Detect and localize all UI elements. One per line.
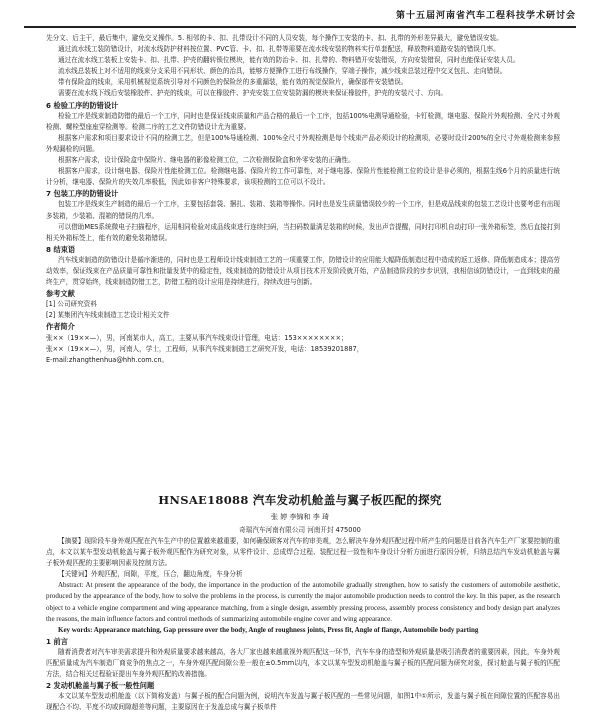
- section-heading: 6 检验工序的防错设计: [46, 100, 119, 110]
- author-info-heading: 作者简介: [46, 322, 75, 332]
- paragraph: 通过流水线工装防错设计，对流水线防护材料按位置、PVC管、卡、扣、扎带等需要在流水线安装的物料实行单套配送，释放物料道路安装的错误几率。: [58, 45, 500, 54]
- paragraph: 需要在流水线下线后安装橡胶件、护壳的线束，可以在橡胶件、护壳安装工位安装防漏的模块来保证橡胶件，护壳的安装尺寸、方向。: [58, 89, 448, 98]
- paragraph: 包装工序是线束生产制造的最后一个工序，主要包括套袋、捆扎、装箱、装箱等操作。同时也是发生质量错误较少的一个工序，但是成品线束的包装工艺设计也要考虑有出现多装箱，少装箱、混箱的错误的几率。: [46, 200, 560, 220]
- section-heading: 8 结束语: [46, 244, 76, 254]
- keywords-cn: 【关键词】外观匹配，间隙，平度，压合，翻边角度，车身分析: [58, 570, 243, 579]
- paper-affiliation: 奇瑞汽车河南有限公司 河南开封 475000: [239, 526, 361, 534]
- article-continuation: [46, 33, 560, 366]
- page-header: [24, 6, 576, 28]
- section-heading: 7 包装工序的防错设计: [46, 189, 119, 199]
- abstract-cn: 【摘要】现阶段车身外观匹配在汽车生产中的位置越来越重要，如何确保顾客对汽车的审美观，怎么解决车身外观匹配过程中所产生的问题是目前各汽车生产厂家要控制的重点，本文以某车型发动机舱盖与翼子板外观匹配作为研究对象，从零件设计、总成焊合过程、装配过程一致性和车身设计分析方面进行原因分析，归纳总结汽车发动机舱盖与翼子板外观匹配的主要影响因素及控制方法。: [46, 537, 560, 568]
- paragraph: 通过在流水线工装板上安装卡、扣、扎带、护壳的翻转锁位模块，能有效的防治卡、扣、扎带的、物料错开安装错误，方向安装错误，同时也能保证安装人员。: [58, 56, 520, 65]
- author-info-item: E-mail:zhangthenhua@hhh.com.cn。: [46, 355, 169, 364]
- references-heading: 参考文献: [46, 289, 75, 299]
- paragraph: 根据客户需求和项目要求设计不同的检测工艺，但是100%导通检测、100%全尺寸外观检测是每个线束产品必须设计的检测项，必要时设计200%的全尺寸外观检测来参照外观漏检的问题。: [46, 133, 560, 153]
- paper-title: HNSAE18088 汽车发动机舱盖与翼子板匹配的探究: [158, 493, 442, 507]
- paper-body: [46, 536, 560, 714]
- paragraph: 根据客户需求，设计保险盒中保险片、继电器的影像检测工位，二次检测保险盒和外零安装的正确性。: [58, 156, 355, 165]
- paragraph: 带有保险盒的线束，采用机械视觉系统引导对不同颜色的保险丝的多重漏装，能有效的视觉保险片，确保部件安装错误。: [58, 78, 408, 87]
- reference-item: [1] 公司研究资料: [46, 300, 97, 309]
- paragraph: 先分文、后主干，最后集中，避免交叉操作。5. 相邻的卡、扣、扎带设计不同的人员安装，每个操作工安装的卡、扣、扎带的外形差异最大，避免错误安装。: [46, 34, 503, 42]
- paragraph: 检验工序是线束制造防错的最后一个工序，同时也是保证线束质量和产品合格的最后一个工序，包括100%电测导通检验，卡钉检测，继电器、保险片外观检测、全尺寸外观检测、螺栓型座座穿检测等。检测二序的工艺文件防错设计尤为重要。: [46, 111, 560, 131]
- paragraph: 汽车线束制造的防错设计是循序渐进的，同时也是工程师设计线束制造工艺的一项重要工作，防错设计的应用能大幅降低制造过程中造成的返工返修、降低制造成本；提高劳动效率，保证线束在产品质量可靠性和批量发货中的稳定性，线束制造的防错设计从项目技术开发阶段就开始，产品制造阶段的步步识别，我相信该防错设计，一直到线束的最终生产，贯穿始终，线束制造防错工艺，防错工程的设计应用是持续进行，持续改进与创新。: [46, 255, 560, 287]
- abstract-en: Abstract: At present the appearance of the body, the importance in the production of the automobile gradually strengthen, how to satisfy the customers of automobile aesthetic, produced by the appearance of the body, how to solve the problems in the process, is currently the major automobile production needs to control the key. In this paper, as the research object to a vehicle engine compartment and wing appearance matching, from a single design, assembly pressing process, assembly process consistency and body design part analyzes the reasons, the main influence factors and control methods of summarizing automobile engine cover and wing appearance.: [46, 581, 560, 623]
- section-heading: 2 发动机舱盖与翼子板一般性问题: [46, 681, 155, 691]
- paragraph: 随着消费者对汽车审美需求提升和外观质量要求越来越高，各大厂家也越来越重视外观匹配这一环节，汽车车身的造型和外观质量是吸引消费者的重要因素，因此，车身外观匹配质量成为汽车制造厂商竞争的焦点之一，车身外观匹配间隙公差一般在±0.5mm以内，本文以某车型发动机舱盖与翼子板的匹配问题为研究对象，探讨舱盖与翼子板的匹配方法，结合相关过程验证提出车身外观匹配的改善措施。: [46, 647, 560, 679]
- paragraph: 可以借助MES系统微电子扫描程序，运用相同检验对成品线束进行连续扫码，当扫码数量满足装箱的时候，发出声音提醒，同时打印机自动打印一张外箱标签，然后直接打到相关外箱标签上，能有效的避免装箱错误。: [46, 222, 560, 242]
- paper-authors: 张 婷 李锦和 李 琦: [271, 513, 329, 521]
- section-heading: 1 前言: [46, 636, 68, 646]
- paragraph: 根据客户需求，设计继电器、保险片性能检测工位。检测继电器、保险片的工作可靠性，对于继电器、保险片性能检测工位的设计是非必须的，根据生线6个月的质量进行统计分析，继电器、保险片的失效几率极低，因此如非客户特殊要求，该项检测的工位可以不设计。: [46, 167, 560, 187]
- author-info-item: 张××（19××—），男，河南人，学士，工程师，从事汽车线束制造工艺研究开发，电话：18539201887，: [46, 344, 364, 353]
- paragraph: 流水线总装板上对不适用的线束分支采用不同形状、颜色的治具，能够方便操作工进行布线操作，穿端子操作，减少线束总装过程中交叉包扎、走向错误。: [58, 67, 507, 76]
- author-info-item: 张××（19××—），男，河南某市人，高工，主要从事汽车线束设计管理，电话：153××××××××；: [46, 333, 348, 342]
- keywords-en: Key words: Appearance matching, Gap pressure over the body, Angle of roughness joints, Press fit, Angle of flange, Automobile body parting: [58, 625, 479, 634]
- paragraph: 本文以某车型发动机舱盖（以下简称发盖）与翼子板的配合问题为例，说明汽车发盖与翼子板匹配的一些常见问题，如图1中①所示，发盖与翼子板在间隙位置的匹配容易出现配合不均、平度不均或间隙超差等问题，主要原因在于发盖总成与翼子板单件: [46, 692, 560, 712]
- references: [46, 288, 560, 366]
- conference-title: 第十五届河南省汽车工程科技学术研讨会: [395, 11, 576, 21]
- reference-item: [2] 某集团汽车线束制造工艺设计相关文件: [46, 311, 170, 320]
